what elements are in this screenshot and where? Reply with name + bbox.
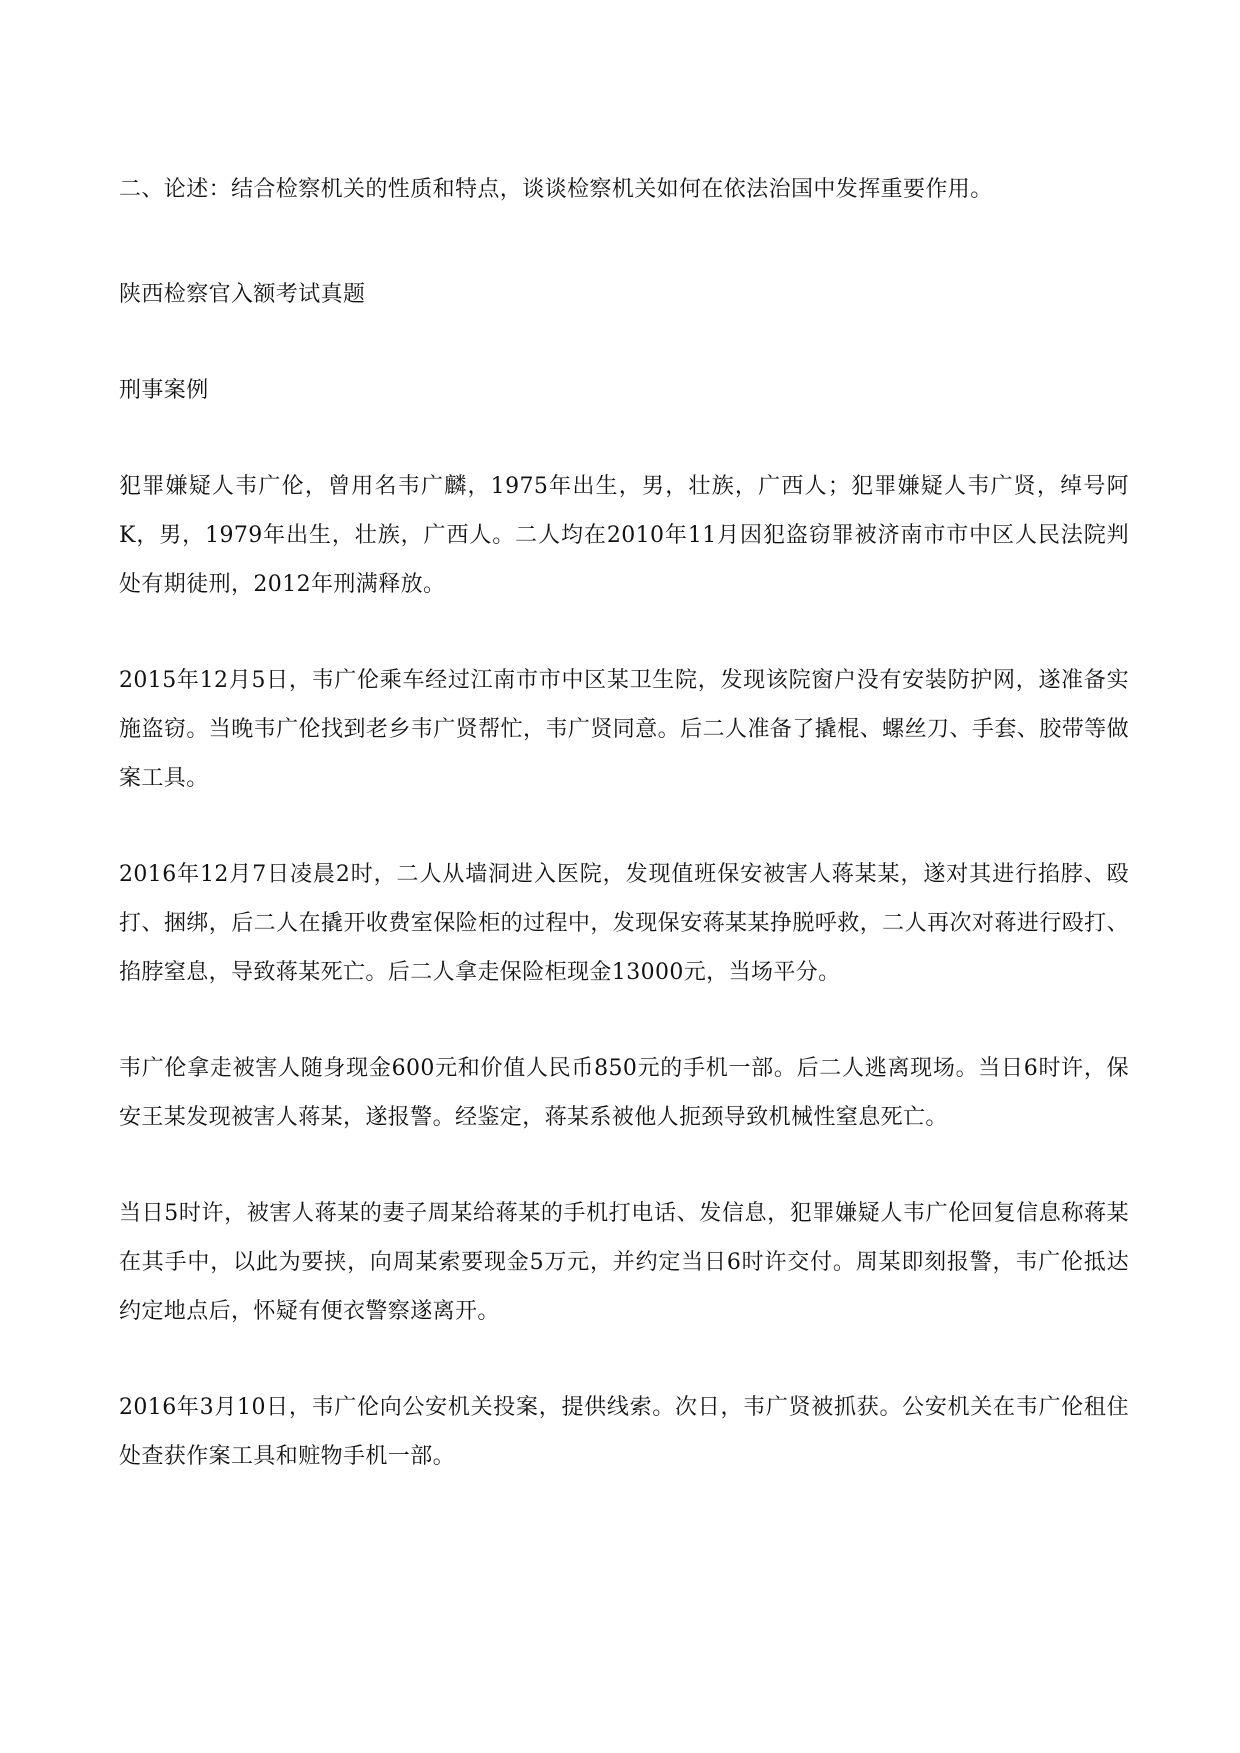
section-title: 刑事案例 — [119, 378, 209, 403]
case-paragraph-3: 2016年12月7日凌晨2时，二人从墙洞进入医院，发现值班保安被害人蒋某某，遂对其进行掐脖、殴打、捆绑，后二人在撬开收费室保险柜的过程中，发现保安蒋某某挣脱呼救，二人再次对蒋进行殴打、掐脖窒息，导致蒋某死亡。后二人拿走保险柜现金13000元，当场平分。 — [119, 862, 1129, 985]
case-paragraph-2: 2015年12月5日，韦广伦乘车经过江南市市中区某卫生院，发现该院窗户没有安装防护网，遂准备实施盗窃。当晚韦广伦找到老乡韦广贤帮忙，韦广贤同意。后二人准备了撬棍、螺丝刀、手套、胶带等做案工具。 — [119, 668, 1129, 791]
case-paragraph-4: 韦广伦拿走被害人随身现金600元和价值人民币850元的手机一部。后二人逃离现场。当日6时许，保安王某发现被害人蒋某，遂报警。经鉴定，蒋某系被他人扼颈导致机械性窒息死亡。 — [119, 1056, 1129, 1130]
exam-title: 陕西检察官入额考试真题 — [119, 282, 366, 307]
question-two: 二、论述：结合检察机关的性质和特点，谈谈检察机关如何在依法治国中发挥重要作用。 — [119, 177, 993, 202]
document-page — [119, 165, 1129, 1481]
case-paragraph-5: 当日5时许，被害人蒋某的妻子周某给蒋某的手机打电话、发信息，犯罪嫌疑人韦广伦回复信息称蒋某在其手中，以此为要挟，向周某索要现金5万元，并约定当日6时许交付。周某即刻报警，韦广伦抵达约定地点后，怀疑有便衣警察遂离开。 — [119, 1201, 1129, 1324]
case-paragraph-1: 犯罪嫌疑人韦广伦，曾用名韦广麟，1975年出生，男，壮族，广西人；犯罪嫌疑人韦广贤，绰号阿K，男，1979年出生，壮族，广西人。二人均在2010年11月因犯盗窃罪被济南市市中区人民法院判处有期徒刑，2012年刑满释放。 — [119, 474, 1129, 597]
case-paragraph-6: 2016年3月10日，韦广伦向公安机关投案，提供线索。次日，韦广贤被抓获。公安机关在韦广伦租住处查获作案工具和赃物手机一部。 — [119, 1395, 1129, 1469]
